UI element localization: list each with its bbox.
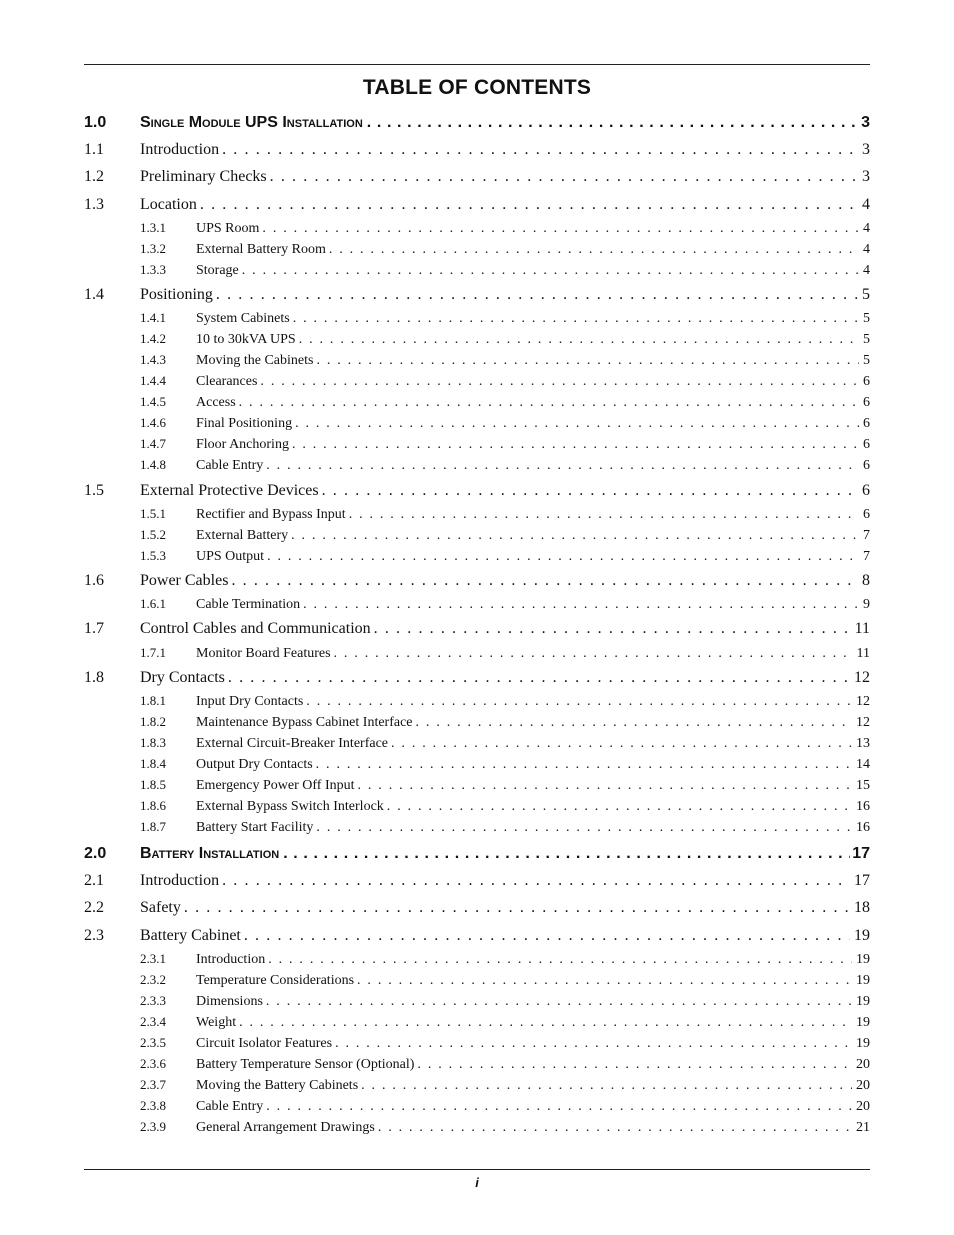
toc-subsection-entry[interactable] <box>84 331 870 348</box>
toc-entry-page: 6 <box>863 395 870 410</box>
toc-entry-title: Circuit Isolator Features <box>196 1036 333 1051</box>
dot-leader <box>262 221 859 237</box>
toc-subsection-entry[interactable] <box>84 735 870 752</box>
toc-entry-number: 1.1 <box>84 141 104 158</box>
toc-entry-page: 19 <box>856 1036 870 1051</box>
footer-rule <box>84 1169 870 1170</box>
toc-entry-title: Clearances <box>196 374 258 389</box>
toc-entry-title: Introduction <box>140 141 220 158</box>
toc-entry-number: 2.3.7 <box>140 1077 166 1092</box>
dot-leader <box>322 482 858 500</box>
toc-entry-title: Positioning <box>140 286 213 303</box>
toc-entry-title: Floor Anchoring <box>196 437 289 452</box>
toc-entry-page: 12 <box>854 669 870 686</box>
toc-subsection-entry[interactable] <box>84 310 870 327</box>
toc-entry-page: 6 <box>862 482 870 499</box>
toc-chapter-entry[interactable] <box>84 114 870 132</box>
dot-leader <box>329 242 859 258</box>
toc-entry-title: Single Module UPS Installation <box>140 114 363 131</box>
toc-subsection-entry[interactable] <box>84 693 870 710</box>
toc-entry-title: UPS Output <box>196 549 265 564</box>
toc-entry-title: Safety <box>140 899 181 916</box>
toc-entry-page: 3 <box>862 168 870 185</box>
dot-leader <box>303 597 859 613</box>
toc-entry-number: 1.8 <box>84 669 104 686</box>
toc-entry-page: 19 <box>856 994 870 1009</box>
toc-entry-title: Cable Entry <box>196 458 264 473</box>
toc-entry-number: 2.3.2 <box>140 972 166 987</box>
toc-entry-number: 1.4.5 <box>140 394 166 409</box>
dot-leader <box>334 646 853 662</box>
toc-entry-number: 2.3.8 <box>140 1098 166 1113</box>
toc-entry-number: 1.4.8 <box>140 457 166 472</box>
toc-entry-title: Emergency Power Off Input <box>196 778 355 793</box>
toc-entry-page: 6 <box>863 458 870 473</box>
dot-leader <box>222 872 850 890</box>
toc-entry-page: 6 <box>863 507 870 522</box>
dot-leader <box>239 395 859 411</box>
dot-leader <box>222 141 858 159</box>
dot-leader <box>361 1078 852 1094</box>
toc-entry-number: 2.1 <box>84 872 104 889</box>
dot-leader <box>417 1057 852 1073</box>
toc-entry-page: 5 <box>863 353 870 368</box>
toc-entry-number: 1.3 <box>84 196 104 213</box>
toc-entry-page: 17 <box>854 872 870 889</box>
page-title: TABLE OF CONTENTS <box>362 76 592 99</box>
dot-leader <box>228 669 850 687</box>
toc-entry-page: 6 <box>863 374 870 389</box>
toc-entry-number: 1.4.1 <box>140 310 166 325</box>
toc-entry-page: 4 <box>863 242 870 257</box>
toc-entry-page: 12 <box>856 694 870 709</box>
toc-entry-title: UPS Room <box>196 221 260 236</box>
toc-entry-page: 18 <box>854 899 870 916</box>
toc-entry-number: 1.3.2 <box>140 241 166 256</box>
toc-section-entry[interactable] <box>84 572 870 590</box>
toc-section-entry[interactable] <box>84 669 870 687</box>
toc-subsection-entry[interactable] <box>84 373 870 390</box>
toc-subsection-entry[interactable] <box>84 436 870 453</box>
toc-entry-title: General Arrangement Drawings <box>196 1120 375 1135</box>
toc-entry-page: 16 <box>856 799 870 814</box>
toc-subsection-entry[interactable] <box>84 548 870 565</box>
toc-entry-number: 1.8.6 <box>140 798 166 813</box>
toc-subsection-entry[interactable] <box>84 714 870 731</box>
toc-entry-number: 1.7.1 <box>140 645 166 660</box>
dot-leader <box>267 549 859 565</box>
toc-subsection-entry[interactable] <box>84 1056 870 1073</box>
toc-entry-title: Output Dry Contacts <box>196 757 313 772</box>
toc-entry-number: 1.8.5 <box>140 777 166 792</box>
dot-leader <box>299 332 859 348</box>
toc-entry-number: 1.8.3 <box>140 735 166 750</box>
toc-entry-title: Power Cables <box>140 572 229 589</box>
toc-entry-page: 20 <box>856 1099 870 1114</box>
toc-entry-page: 7 <box>863 549 870 564</box>
toc-entry-number: 1.5 <box>84 482 104 499</box>
toc-entry-title: Battery Installation <box>140 845 280 862</box>
dot-leader <box>291 528 859 544</box>
toc-entry-title: Temperature Considerations <box>196 973 355 988</box>
toc-entry-title: Battery Cabinet <box>140 927 241 944</box>
dot-leader <box>244 927 850 945</box>
toc-entry-title: Control Cables and Communication <box>140 620 371 637</box>
dot-leader <box>242 263 859 279</box>
toc-subsection-entry[interactable] <box>84 220 870 237</box>
toc-entry-title: Introduction <box>140 872 220 889</box>
toc-entry-title: Final Positioning <box>196 416 293 431</box>
dot-leader <box>357 973 852 989</box>
dot-leader <box>316 757 852 773</box>
toc-subsection-entry[interactable] <box>84 756 870 773</box>
toc-section-entry[interactable] <box>84 620 870 638</box>
toc-entry-page: 4 <box>863 221 870 236</box>
toc-subsection-entry[interactable] <box>84 1077 870 1094</box>
toc-entry-page: 7 <box>863 528 870 543</box>
toc-entry-title: Battery Temperature Sensor (Optional) <box>196 1057 415 1072</box>
dot-leader <box>358 778 853 794</box>
toc-entry-number: 2.3.9 <box>140 1119 166 1134</box>
toc-subsection-entry[interactable] <box>84 798 870 815</box>
toc-entry-number: 1.6 <box>84 572 104 589</box>
toc-entry-number: 1.3.1 <box>140 220 166 235</box>
toc-subsection-entry[interactable] <box>84 819 870 836</box>
toc-entry-page: 14 <box>856 757 870 772</box>
toc-subsection-entry[interactable] <box>84 972 870 989</box>
toc-subsection-entry[interactable] <box>84 596 870 613</box>
toc-subsection-entry[interactable] <box>84 352 870 369</box>
toc-entry-number: 1.0 <box>84 114 107 131</box>
toc-entry-number: 2.3 <box>84 927 104 944</box>
toc-entry-page: 5 <box>863 311 870 326</box>
dot-leader <box>416 715 852 731</box>
toc-subsection-entry[interactable] <box>84 777 870 794</box>
toc-entry-number: 1.2 <box>84 168 104 185</box>
toc-entry-title: External Bypass Switch Interlock <box>196 799 384 814</box>
dot-leader <box>349 507 859 523</box>
toc-entry-title: Cable Termination <box>196 597 301 612</box>
dot-leader <box>260 374 859 390</box>
toc-entry-title: Cable Entry <box>196 1099 264 1114</box>
toc-entry-page: 19 <box>856 952 870 967</box>
toc-entry-title: Introduction <box>196 952 266 967</box>
dot-leader <box>292 437 859 453</box>
toc-subsection-entry[interactable] <box>84 262 870 279</box>
dot-leader <box>391 736 852 752</box>
toc-entry-title: Rectifier and Bypass Input <box>196 507 346 522</box>
toc-subsection-entry[interactable] <box>84 1014 870 1031</box>
toc-entry-page: 13 <box>856 736 870 751</box>
toc-subsection-entry[interactable] <box>84 394 870 411</box>
toc-entry-number: 2.2 <box>84 899 104 916</box>
toc-entry-number: 1.4 <box>84 286 104 303</box>
toc-entry-page: 16 <box>856 820 870 835</box>
toc-entry-title: Moving the Battery Cabinets <box>196 1078 359 1093</box>
toc-entry-page: 5 <box>863 332 870 347</box>
dot-leader <box>266 994 852 1010</box>
toc-entry-title: Maintenance Bypass Cabinet Interface <box>196 715 413 730</box>
toc-entry-number: 1.4.3 <box>140 352 166 367</box>
toc-entry-page: 15 <box>856 778 870 793</box>
dot-leader <box>367 114 859 132</box>
toc-entry-number: 1.8.1 <box>140 693 166 708</box>
toc-section-entry[interactable] <box>84 872 870 890</box>
toc-entry-page: 6 <box>863 437 870 452</box>
toc-entry-number: 1.4.2 <box>140 331 166 346</box>
dot-leader <box>374 620 851 638</box>
toc-subsection-entry[interactable] <box>84 951 870 968</box>
dot-leader <box>200 196 858 214</box>
toc-entry-page: 6 <box>863 416 870 431</box>
dot-leader <box>378 1120 852 1136</box>
toc-entry-title: External Circuit-Breaker Interface <box>196 736 389 751</box>
dot-leader <box>266 458 859 474</box>
toc-subsection-entry[interactable] <box>84 527 870 544</box>
toc-entry-number: 1.3.3 <box>140 262 166 277</box>
toc-entry-page: 11 <box>854 620 870 637</box>
toc-entry-number: 1.7 <box>84 620 104 637</box>
toc-entry-title: Monitor Board Features <box>196 646 331 661</box>
toc-entry-title: Weight <box>196 1015 237 1030</box>
toc-entry-number: 1.5.3 <box>140 548 166 563</box>
toc-entry-title: Input Dry Contacts <box>196 694 304 709</box>
dot-leader <box>295 416 859 432</box>
dot-leader <box>316 820 852 836</box>
toc-subsection-entry[interactable] <box>84 1035 870 1052</box>
toc-subsection-entry[interactable] <box>84 415 870 432</box>
toc-entry-page: 19 <box>856 973 870 988</box>
toc-entry-number: 2.0 <box>84 845 107 862</box>
toc-entry-number: 2.3.6 <box>140 1056 166 1071</box>
dot-leader <box>306 694 852 710</box>
toc-entry-title: 10 to 30kVA UPS <box>196 332 296 347</box>
toc-entry-number: 1.4.6 <box>140 415 166 430</box>
toc-entry-number: 1.8.7 <box>140 819 166 834</box>
toc-entry-title: Location <box>140 196 197 213</box>
toc-entry-number: 1.5.2 <box>140 527 166 542</box>
toc-entry-page: 11 <box>856 646 870 661</box>
toc-entry-page: 4 <box>862 196 870 213</box>
toc-subsection-entry[interactable] <box>84 645 870 662</box>
toc-entry-number: 1.4.7 <box>140 436 166 451</box>
dot-leader <box>335 1036 852 1052</box>
toc-section-entry[interactable] <box>84 286 870 304</box>
toc-entry-title: External Protective Devices <box>140 482 319 499</box>
toc-chapter-entry[interactable] <box>84 845 870 863</box>
toc-subsection-entry[interactable] <box>84 241 870 258</box>
toc-entry-number: 2.3.4 <box>140 1014 166 1029</box>
toc-entry-number: 1.8.2 <box>140 714 166 729</box>
toc-section-entry[interactable] <box>84 482 870 500</box>
toc-subsection-entry[interactable] <box>84 1098 870 1115</box>
toc-subsection-entry[interactable] <box>84 457 870 474</box>
toc-subsection-entry[interactable] <box>84 506 870 523</box>
toc-entry-title: Moving the Cabinets <box>196 353 314 368</box>
toc-entry-number: 1.6.1 <box>140 596 166 611</box>
toc-entry-title: Access <box>196 395 236 410</box>
toc-section-entry[interactable] <box>84 927 870 945</box>
toc-entry-number: 2.3.1 <box>140 951 166 966</box>
dot-leader <box>283 845 850 863</box>
toc-entry-title: External Battery Room <box>196 242 326 257</box>
toc-entry-title: System Cabinets <box>196 311 290 326</box>
toc-entry-page: 4 <box>863 263 870 278</box>
toc-entry-page: 19 <box>856 1015 870 1030</box>
dot-leader <box>316 353 859 369</box>
toc-entry-page: 3 <box>862 141 870 158</box>
toc-entry-title: External Battery <box>196 528 289 543</box>
dot-leader <box>231 572 858 590</box>
toc-entry-number: 1.4.4 <box>140 373 166 388</box>
toc-subsection-entry[interactable] <box>84 1119 870 1136</box>
toc-entry-number: 1.5.1 <box>140 506 166 521</box>
toc-section-entry[interactable] <box>84 168 870 186</box>
toc-entry-title: Preliminary Checks <box>140 168 267 185</box>
toc-entry-page: 21 <box>856 1120 870 1135</box>
footer-page-number: i <box>475 1175 479 1190</box>
dot-leader <box>293 311 859 327</box>
toc-entry-page: 3 <box>861 114 870 131</box>
toc-entry-title: Dimensions <box>196 994 263 1009</box>
dot-leader <box>270 168 858 186</box>
toc-entry-page: 17 <box>852 845 870 862</box>
toc-subsection-entry[interactable] <box>84 993 870 1010</box>
dot-leader <box>184 899 850 917</box>
dot-leader <box>387 799 852 815</box>
toc-entry-number: 1.8.4 <box>140 756 166 771</box>
toc-entry-page: 5 <box>862 286 870 303</box>
toc-entry-page: 8 <box>862 572 870 589</box>
toc-entry-page: 12 <box>856 715 870 730</box>
dot-leader <box>239 1015 852 1031</box>
toc-entry-title: Dry Contacts <box>140 669 225 686</box>
toc-entry-page: 20 <box>856 1057 870 1072</box>
dot-leader <box>268 952 852 968</box>
dot-leader <box>266 1099 852 1115</box>
toc-entry-title: Storage <box>196 263 239 278</box>
dot-leader <box>216 286 858 304</box>
toc-entry-number: 2.3.3 <box>140 993 166 1008</box>
toc-entry-page: 20 <box>856 1078 870 1093</box>
toc-entry-number: 2.3.5 <box>140 1035 166 1050</box>
header-rule <box>84 64 870 65</box>
toc-section-entry[interactable] <box>84 141 870 159</box>
toc-entry-page: 19 <box>854 927 870 944</box>
toc-entry-page: 9 <box>863 597 870 612</box>
toc-section-entry[interactable] <box>84 899 870 917</box>
toc-entry-title: Battery Start Facility <box>196 820 314 835</box>
toc-section-entry[interactable] <box>84 196 870 214</box>
